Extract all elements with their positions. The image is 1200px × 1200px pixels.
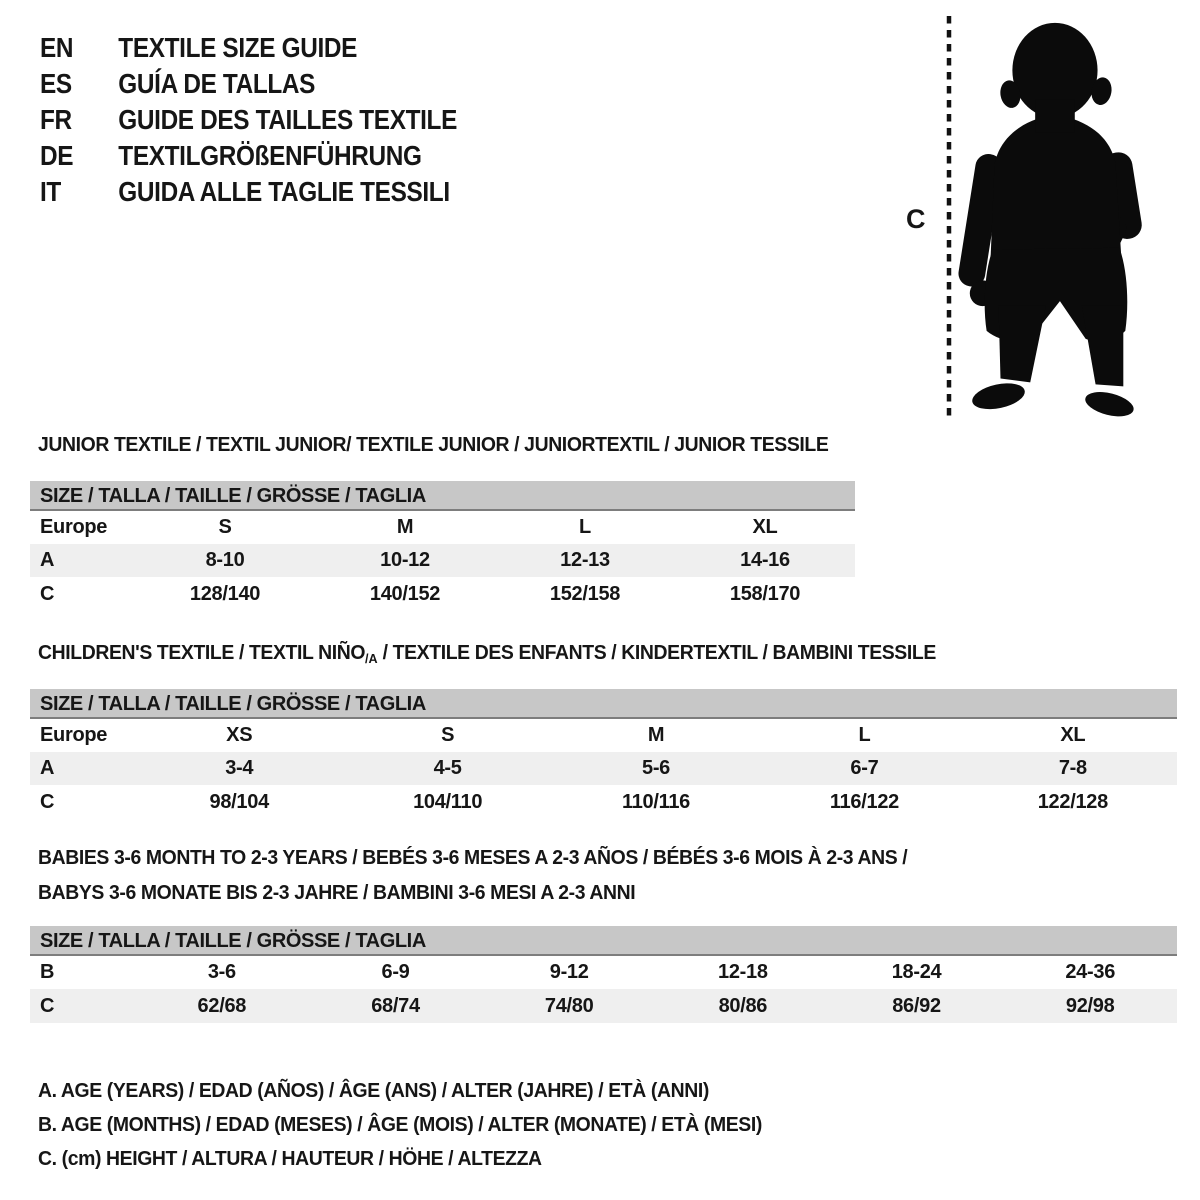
- children-size-header: SIZE / TALLA / TAILLE / GRÖSSE / TAGLIA: [30, 689, 1177, 719]
- language-code: ES: [40, 68, 72, 99]
- language-title: TEXTILGRÖßENFÜHRUNG: [118, 140, 422, 171]
- table-row-height: [30, 785, 1177, 820]
- height-cell: 68/74: [371, 994, 420, 1017]
- age-cell: 6-9: [381, 961, 410, 983]
- size-cell: XS: [226, 724, 253, 746]
- age-cell: 14-16: [740, 549, 790, 571]
- babies-size-header: SIZE / TALLA / TAILLE / GRÖSSE / TAGLIA: [30, 926, 1177, 956]
- row-label: A: [40, 549, 55, 571]
- age-cell: 7-8: [1058, 757, 1087, 779]
- measure-c-label: C: [906, 204, 925, 234]
- table-row-age-months: [30, 956, 1177, 989]
- size-cell: S: [441, 724, 455, 746]
- language-row-it: [40, 174, 457, 210]
- legend-line-c: C. (cm) HEIGHT / ALTURA / HAUTEUR / HÖHE / ALTEZZA: [38, 1148, 542, 1170]
- language-row-es: [40, 66, 457, 102]
- size-cell: XL: [752, 516, 778, 538]
- age-cell: 24-36: [1065, 961, 1116, 983]
- age-cell: 4-5: [433, 757, 462, 779]
- language-code: DE: [40, 140, 74, 171]
- children-title-post: / TEXTILE DES ENFANTS / KINDERTEXTIL / BAMBINI TESSILE: [377, 642, 936, 664]
- height-cell: 158/170: [729, 583, 801, 605]
- junior-section-title: JUNIOR TEXTILE / TEXTIL JUNIOR/ TEXTILE JUNIOR / JUNIORTEXTIL / JUNIOR TESSILE: [38, 434, 829, 456]
- language-list: [40, 30, 457, 210]
- table-row-age: [30, 752, 1177, 785]
- height-cell: 122/128: [1037, 791, 1108, 813]
- height-cell: 86/92: [892, 994, 941, 1017]
- babies-table: [30, 926, 1177, 1023]
- babies-section-title-line1: BABIES 3-6 MONTH TO 2-3 YEARS / BEBÉS 3-6 MESES A 2-3 AÑOS / BÉBÉS 3-6 MOIS À 2-3 ANS /: [38, 847, 908, 869]
- language-title: GUIDA ALLE TAGLIE TESSILI: [118, 176, 450, 207]
- legend-line-b: B. AGE (MONTHS) / EDAD (MESES) / ÂGE (MOIS) / ALTER (MONATE) / ETÀ (MESI): [38, 1114, 762, 1136]
- language-code: IT: [40, 176, 61, 207]
- row-label: C: [40, 583, 55, 605]
- row-label: B: [40, 961, 55, 983]
- table-row-europe: [30, 719, 1177, 752]
- table-row-europe: [30, 511, 855, 544]
- language-code: EN: [40, 32, 74, 63]
- row-label: Europe: [40, 724, 108, 746]
- size-cell: S: [218, 516, 232, 538]
- height-cell: 92/98: [1065, 994, 1115, 1017]
- children-title-sub: /A: [365, 651, 378, 666]
- legend-line-a: A. AGE (YEARS) / EDAD (AÑOS) / ÂGE (ANS) / ALTER (JAHRE) / ETÀ (ANNI): [38, 1080, 709, 1102]
- table-row-age: [30, 544, 855, 577]
- table-row-height: [30, 577, 855, 612]
- size-cell: M: [647, 724, 665, 746]
- height-cell: 98/104: [209, 791, 269, 813]
- age-cell: 5-6: [642, 757, 671, 779]
- height-cell: 116/122: [829, 791, 899, 813]
- age-cell: 8-10: [205, 549, 245, 571]
- row-label: C: [40, 791, 55, 813]
- size-cell: L: [858, 724, 871, 746]
- babies-section-title-line2: BABYS 3-6 MONATE BIS 2-3 JAHRE / BAMBINI 3-6 MESI A 2-3 ANNI: [38, 882, 636, 904]
- age-cell: 3-6: [207, 961, 236, 983]
- height-cell: 128/140: [189, 583, 261, 605]
- height-measure-figure: [900, 0, 1200, 430]
- language-code: FR: [40, 104, 72, 135]
- age-cell: 12-18: [718, 961, 768, 983]
- size-cell: M: [396, 516, 414, 538]
- height-cell: 62/68: [197, 994, 247, 1017]
- height-cell: 80/86: [718, 994, 768, 1017]
- language-row-de: [40, 138, 457, 174]
- language-title: GUIDE DES TAILLES TEXTILE: [118, 104, 457, 135]
- age-cell: 3-4: [225, 757, 254, 779]
- children-title-pre: CHILDREN'S TEXTILE / TEXTIL NIÑO: [38, 642, 366, 664]
- junior-size-header: SIZE / TALLA / TAILLE / GRÖSSE / TAGLIA: [30, 481, 855, 511]
- children-table: [30, 689, 1177, 820]
- junior-table: [30, 481, 855, 612]
- row-label: C: [40, 994, 55, 1017]
- legend: [38, 1074, 762, 1176]
- size-cell: XL: [1060, 724, 1086, 746]
- language-title: TEXTILE SIZE GUIDE: [118, 32, 358, 63]
- age-cell: 10-12: [380, 549, 430, 571]
- height-cell: 74/80: [544, 994, 594, 1017]
- row-label: Europe: [40, 516, 108, 538]
- language-row-en: [40, 30, 457, 66]
- age-cell: 18-24: [891, 961, 942, 983]
- height-cell: 104/110: [413, 791, 483, 813]
- children-section-title: [38, 642, 936, 666]
- language-title: GUÍA DE TALLAS: [118, 68, 316, 99]
- height-cell: 140/152: [369, 583, 441, 605]
- toddler-silhouette-icon: [952, 8, 1152, 424]
- table-row-height: [30, 989, 1177, 1023]
- height-cell: 110/116: [622, 791, 691, 813]
- row-label: A: [40, 757, 55, 779]
- age-cell: 9-12: [549, 961, 589, 983]
- height-cell: 152/158: [549, 583, 621, 605]
- language-row-fr: [40, 102, 457, 138]
- size-cell: L: [579, 516, 591, 538]
- age-cell: 6-7: [850, 757, 879, 779]
- age-cell: 12-13: [560, 549, 610, 571]
